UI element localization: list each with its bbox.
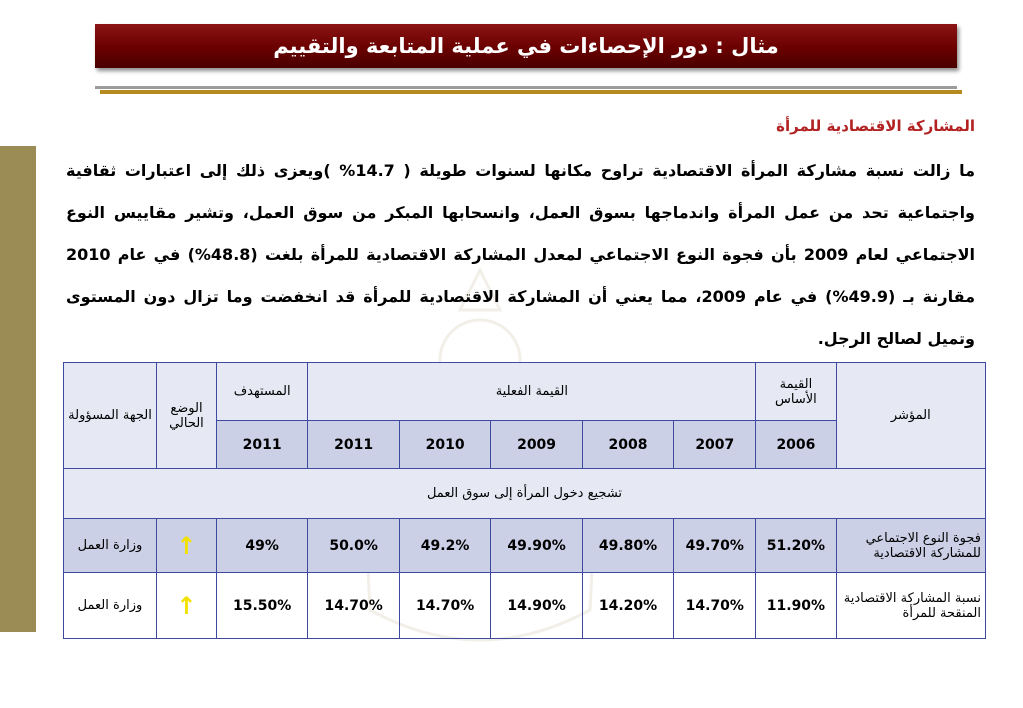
year-baseline: 2006 (756, 421, 836, 469)
responsible-cell: وزارة العمل (64, 519, 157, 573)
year-target: 2011 (216, 421, 307, 469)
header-baseline: القيمة الأساس (756, 363, 836, 421)
body-paragraph: ما زالت نسبة مشاركة المرأة الاقتصادية تراوح مكانها لسنوات طويلة ( 14.7% )ويعزى ذلك إلى اعتبارات ثقافية واجتماعية تحد من عمل المرأة واندماجها بسوق العمل، وانسحابها المبكر من سوق العمل، وتشير مقاييس النوع الاجتماعي لعام 2009 بأن فجوة النوع الاجتماعي لمعدل المشاركة الاقتصادية للمرأة بلغت (48.8%) في عام 2010 مقارنة بـ (49.9%) في عام 2009، مما يعني أن المشاركة الاقتصادية للمرأة قد انخفضت وما تزال دون المستوى وتميل لصالح الرجل. (66, 161, 976, 348)
group-label: تشجيع دخول المرأة إلى سوق العمل (64, 469, 986, 519)
section-title: المشاركة الاقتصادية للمرأة (776, 117, 975, 135)
title-rule-gray (95, 86, 957, 89)
title-rule-gold (100, 90, 962, 94)
side-accent-bar (0, 146, 36, 632)
status-cell (156, 519, 216, 573)
actual-cell: 14.70% (674, 573, 756, 639)
responsible-cell: وزارة العمل (64, 573, 157, 639)
actual-cell: 49.2% (399, 519, 490, 573)
actual-cell: 14.90% (491, 573, 582, 639)
table-row (64, 519, 986, 573)
header-responsible: الجهة المسؤولة (64, 363, 157, 469)
actual-cell: 49.90% (491, 519, 582, 573)
year-actual: 2010 (399, 421, 490, 469)
header-indicator: المؤشر (836, 363, 985, 469)
actual-cell: 14.70% (308, 573, 399, 639)
slide-title: مثال : دور الإحصاءات في عملية المتابعة والتقييم (273, 34, 779, 58)
indicator-cell: نسبة المشاركة الاقتصادية المنقحة للمرأة (836, 573, 985, 639)
header-status: الوضع الحالي (156, 363, 216, 469)
baseline-cell: 51.20% (756, 519, 836, 573)
year-actual: 2009 (491, 421, 582, 469)
actual-cell: 14.20% (582, 573, 673, 639)
baseline-cell: 11.90% (756, 573, 836, 639)
header-target: المستهدف (216, 363, 307, 421)
up-arrow-icon: ↑ (176, 591, 197, 620)
up-arrow-icon: ↑ (176, 531, 197, 560)
actual-cell: 50.0% (308, 519, 399, 573)
year-actual: 2007 (674, 421, 756, 469)
status-cell (156, 573, 216, 639)
year-actual: 2011 (308, 421, 399, 469)
actual-cell: 49.80% (582, 519, 673, 573)
indicators-table (63, 362, 986, 639)
year-actual: 2008 (582, 421, 673, 469)
header-actual: القيمة الفعلية (308, 363, 756, 421)
target-cell: 49% (216, 519, 307, 573)
actual-cell: 49.70% (674, 519, 756, 573)
indicator-cell: فجوة النوع الاجتماعي للمشاركة الاقتصادية (836, 519, 985, 573)
slide-title-bar (95, 24, 957, 68)
actual-cell: 14.70% (399, 573, 490, 639)
table-row (64, 573, 986, 639)
target-cell: 15.50% (216, 573, 307, 639)
